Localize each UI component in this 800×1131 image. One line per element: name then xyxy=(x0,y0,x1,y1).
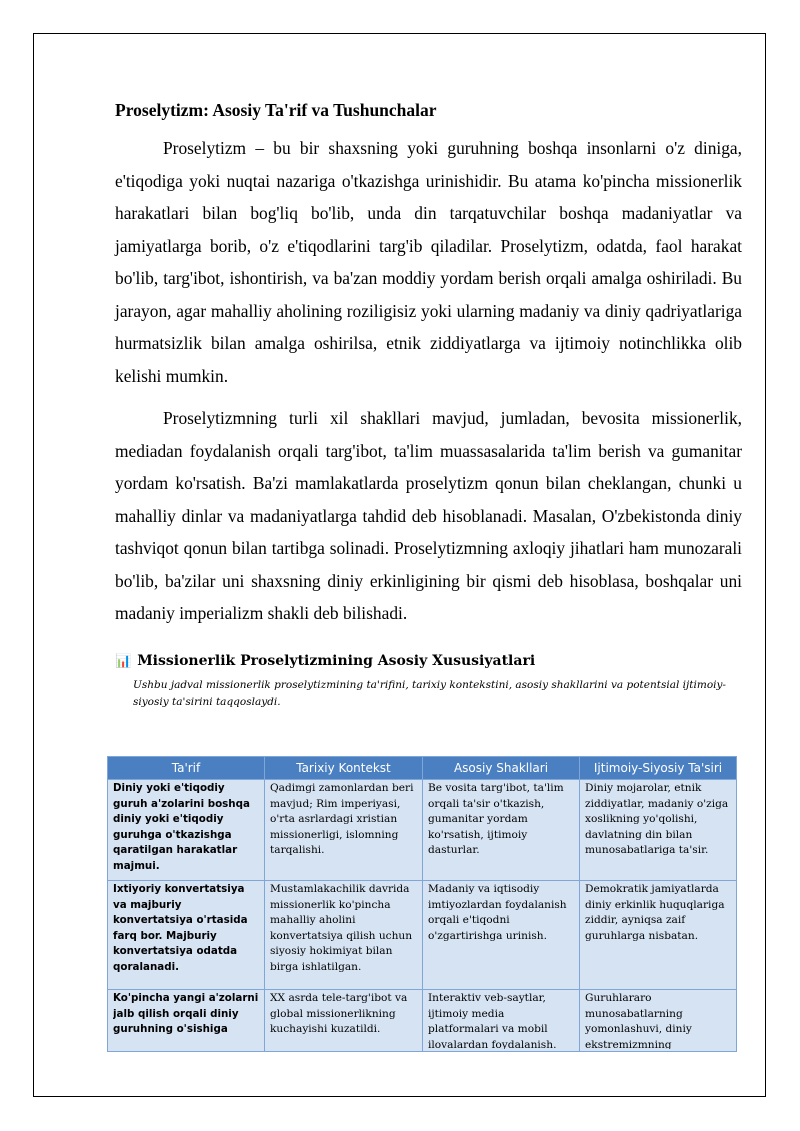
table-cell: Diniy yoki e'tiqodiy guruh a'zolarini boshqa diniy yoki e'tiqodiy guruhga o'tkazishga qaratilgan harakatlar majmui. xyxy=(108,780,265,881)
table-cell: Mustamlakachilik davrida missionerlik ko'pincha mahalliy aholini konvertatsiya qilish uchun siyosiy hokimiyat bilan birga ishlatilgan. xyxy=(265,881,423,990)
table-title-line xyxy=(115,650,742,673)
column-header: Ijtimoiy-Siyosiy Ta'siri xyxy=(580,757,737,780)
table-cell: Ixtiyoriy konvertatsiya va majburiy konvertatsiya o'rtasida farq bor. Majburiy konvertatsiya odatda qoralanadi. xyxy=(108,881,265,990)
table-row xyxy=(108,990,737,1052)
table-cell: Qadimgi zamonlardan beri mavjud; Rim imperiyasi, o'rta asrlardagi xristian missionerligi, islomning tarqalishi. xyxy=(265,780,423,881)
paragraph-2: Proselytizmning turli xil shakllari mavjud, jumladan, bevosita missionerlik, mediadan foydalanish orqali targ'ibot, ta'lim muassasalarida ta'lim berish va gumanitar yordam ko'rsatish. Ba'zi mamlakatlarda proselytizm qonun bilan cheklangan, chunki u mahalliy dinlar va madaniyatlarga tahdid deb hisoblanadi. Masalan, O'zbekistonda diniy tashviqot qonun bilan tartibga solinadi. Proselytizmning axloqiy jihatlari ham munozarali bo'lib, ba'zilar uni shaxsning diniy erkinligining bir qismi deb hisoblasa, boshqalar uni madaniy imperializm shakli deb bilishadi. xyxy=(115,408,742,623)
table-row xyxy=(108,881,737,990)
table-cell: Guruhlararo munosabatlarning yomonlashuvi, diniy ekstremizmning xyxy=(580,990,737,1052)
paragraph-1: Proselytizm – bu bir shaxsning yoki guruhning boshqa insonlarni o'z diniga, e'tiqodiga yoki nuqtai nazariga o'tkazishga urinishidir. Bu atama ko'pincha missionerlik harakatlari bilan bog'liq bo'lib, unda din tarqatuvchilar boshqa madaniyatlar va jamiyatlarga borib, o'z e'tiqodlarini targ'ib qiladilar. Proselytizm, odatda, faol harakat bo'lib, targ'ibot, ishontirish, va ba'zan moddiy yordam berish orqali amalga oshiriladi. Bu jarayon, agar mahalliy aholining roziligisiz yoki ularning madaniy va diniy qadriyatlariga hurmatsizlik bilan amalga oshirilsa, etnik ziddiyatlarga va ijtimoiy notinchlikka olib kelishi mumkin. xyxy=(115,138,742,386)
column-header: Asosiy Shakllari xyxy=(423,757,580,780)
table-cell: Demokratik jamiyatlarda diniy erkinlik huquqlariga ziddir, ayniqsa zaif guruhlarga nisbatan. xyxy=(580,881,737,990)
table-caption: Ushbu jadval missionerlik proselytizmining ta'rifini, tarixiy kontekstini, asosiy shakllarini va potentsial ijtimoiy-siyosiy ta'sirini taqqoslaydi. xyxy=(133,678,726,708)
characteristics-table xyxy=(107,756,737,1052)
table-header-row xyxy=(108,757,737,780)
table-cell: XX asrda tele-targ'ibot va global missionerlikning kuchayishi kuzatildi. xyxy=(265,990,423,1052)
table-cell: Ko'pincha yangi a'zolarni jalb qilish orqali diniy guruhning o'sishiga xyxy=(108,990,265,1052)
table-cell: Be vosita targ'ibot, ta'lim orqali ta'sir o'tkazish, gumanitar yordam ko'rsatish, ijtimoiy dasturlar. xyxy=(423,780,580,881)
chart-icon: 📊 xyxy=(115,653,132,669)
table-title: Missionerlik Proselytizmining Asosiy Xususiyatlari xyxy=(137,652,536,669)
column-header: Tarixiy Kontekst xyxy=(265,757,423,780)
table-cell: Madaniy va iqtisodiy imtiyozlardan foydalanish orqali e'tiqodni o'zgartirishga urinish. xyxy=(423,881,580,990)
document-heading: Proselytizm: Asosiy Ta'rif va Tushunchalar xyxy=(115,100,437,120)
table-cell: Diniy mojarolar, etnik ziddiyatlar, madaniy o'ziga xoslikning yo'qolishi, davlatning din bilan munosabatlariga ta'sir. xyxy=(580,780,737,881)
table-cell: Interaktiv veb-saytlar, ijtimoiy media platformalari va mobil ilovalardan foydalanish. xyxy=(423,990,580,1052)
document-body xyxy=(115,98,742,711)
table-row xyxy=(108,780,737,881)
column-header: Ta'rif xyxy=(108,757,265,780)
